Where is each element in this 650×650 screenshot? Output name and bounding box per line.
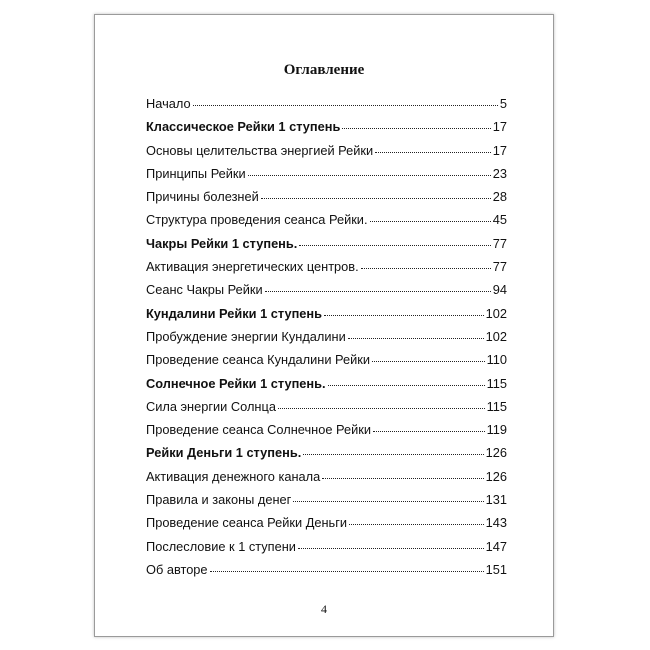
toc-entry-label: Проведение сеанса Кундалини Рейки xyxy=(146,352,371,368)
toc-entry xyxy=(146,97,507,120)
dot-leader xyxy=(248,174,491,176)
toc-entry-page: 102 xyxy=(485,328,507,344)
dot-leader xyxy=(348,337,484,339)
toc-entry-label: Правила и законы денег xyxy=(146,492,292,508)
page-number: 4 xyxy=(321,602,327,616)
table-of-contents xyxy=(146,97,507,586)
toc-entry-page: 115 xyxy=(486,398,507,414)
toc-entry-page: 115 xyxy=(486,375,507,391)
dot-leader xyxy=(370,220,491,222)
toc-entry xyxy=(146,563,507,586)
toc-entry-page: 151 xyxy=(485,561,507,577)
toc-entry-label: Активация энергетических центров. xyxy=(146,259,359,275)
toc-entry xyxy=(146,516,507,539)
toc-entry-label: Сила энергии Солнца xyxy=(146,398,276,414)
dot-leader xyxy=(278,407,485,409)
toc-entry-label: Пробуждение энергии Кундалини xyxy=(146,328,346,344)
toc-entry-label: Чакры Рейки 1 ступень. xyxy=(146,235,298,251)
toc-entry-label: Классическое Рейки 1 ступень xyxy=(146,119,341,135)
dot-leader xyxy=(328,384,485,386)
dot-leader xyxy=(193,104,498,106)
toc-entry xyxy=(146,470,507,493)
toc-entry-page: 110 xyxy=(486,352,507,368)
toc-entry-page: 17 xyxy=(492,119,507,135)
toc-entry-page: 126 xyxy=(485,468,507,484)
dot-leader xyxy=(342,127,490,129)
toc-entry xyxy=(146,353,507,376)
toc-entry-label: Об авторе xyxy=(146,561,208,577)
toc-title: Оглавление xyxy=(283,62,365,78)
toc-entry-page: 45 xyxy=(492,212,507,228)
dot-leader xyxy=(210,570,484,572)
dot-leader xyxy=(349,523,484,525)
toc-entry-label: Принципы Рейки xyxy=(146,165,246,181)
toc-entry-page: 147 xyxy=(485,538,507,554)
dot-leader xyxy=(265,290,491,292)
toc-entry xyxy=(146,540,507,563)
toc-entry-page: 23 xyxy=(492,165,507,181)
toc-entry-label: Основы целительства энергией Рейки xyxy=(146,142,374,158)
toc-entry xyxy=(146,330,507,353)
toc-entry-label: Структура проведения сеанса Рейки. xyxy=(146,212,368,228)
toc-entry-page: 119 xyxy=(486,422,507,438)
toc-entry-page: 28 xyxy=(492,189,507,205)
toc-entry-label: Кундалини Рейки 1 ступень xyxy=(146,305,323,321)
toc-entry-label: Рейки Деньги 1 ступень. xyxy=(146,445,302,461)
toc-entry-label: Сеанс Чакры Рейки xyxy=(146,282,263,298)
toc-entry xyxy=(146,144,507,167)
toc-entry-page: 102 xyxy=(485,305,507,321)
toc-entry xyxy=(146,283,507,306)
toc-entry xyxy=(146,493,507,516)
toc-entry xyxy=(146,167,507,190)
toc-entry xyxy=(146,446,507,469)
dot-leader xyxy=(303,453,483,455)
toc-entry-label: Начало xyxy=(146,96,191,111)
toc-entry-page: 131 xyxy=(485,492,507,508)
toc-entry-label: Солнечное Рейки 1 ступень. xyxy=(146,375,326,391)
toc-entry-page: 94 xyxy=(492,282,507,298)
toc-entry-page: 77 xyxy=(492,259,507,275)
toc-entry xyxy=(146,377,507,400)
dot-leader xyxy=(372,360,485,362)
toc-entry-label: Активация денежного канала xyxy=(146,468,321,484)
dot-leader xyxy=(324,314,484,316)
toc-entry xyxy=(146,120,507,143)
toc-entry-label: Послесловие к 1 ступени xyxy=(146,538,296,554)
toc-entry xyxy=(146,190,507,213)
toc-entry xyxy=(146,213,507,236)
dot-leader xyxy=(322,477,483,479)
toc-entry-page: 17 xyxy=(492,142,507,158)
dot-leader xyxy=(299,244,490,246)
toc-entry xyxy=(146,307,507,330)
toc-entry-page: 143 xyxy=(485,515,507,531)
toc-entry-label: Проведение сеанса Солнечное Рейки xyxy=(146,422,371,438)
toc-entry-page: 5 xyxy=(499,96,507,111)
toc-entry-page: 126 xyxy=(485,445,507,461)
toc-entry-label: Причины болезней xyxy=(146,189,259,205)
toc-entry xyxy=(146,423,507,446)
dot-leader xyxy=(361,267,491,269)
dot-leader xyxy=(293,500,483,502)
toc-entry xyxy=(146,237,507,260)
toc-entry-label: Проведение сеанса Рейки Деньги xyxy=(146,515,348,531)
dot-leader xyxy=(373,430,485,432)
dot-leader xyxy=(375,151,491,153)
dot-leader xyxy=(261,197,491,199)
dot-leader xyxy=(298,547,484,549)
toc-entry xyxy=(146,400,507,423)
toc-entry xyxy=(146,260,507,283)
toc-entry-page: 77 xyxy=(492,235,507,251)
document-page xyxy=(94,14,554,637)
